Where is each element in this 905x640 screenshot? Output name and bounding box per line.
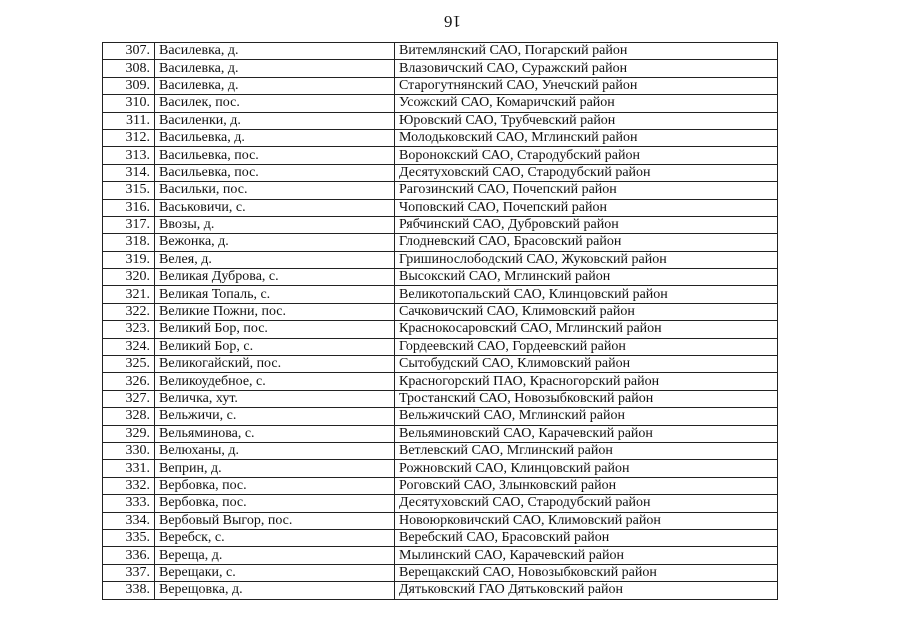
settlement-name: Васьковичи, с.	[155, 199, 395, 216]
row-number: 315.	[103, 182, 155, 199]
table-row	[103, 564, 778, 581]
table-row	[103, 425, 778, 442]
table-row	[103, 112, 778, 129]
settlement-name: Вельжичи, с.	[155, 408, 395, 425]
administrative-unit: Вельжичский САО, Мглинский район	[395, 408, 778, 425]
administrative-unit: Великотопальский САО, Клинцовский район	[395, 286, 778, 303]
row-number: 323.	[103, 321, 155, 338]
table-row	[103, 373, 778, 390]
row-number: 335.	[103, 529, 155, 546]
settlement-name: Веприн, д.	[155, 460, 395, 477]
row-number: 316.	[103, 199, 155, 216]
settlement-name: Васильевка, пос.	[155, 164, 395, 181]
administrative-unit: Высокский САО, Мглинский район	[395, 269, 778, 286]
row-number: 308.	[103, 60, 155, 77]
administrative-unit: Старогутнянский САО, Унечский район	[395, 77, 778, 94]
settlement-name: Васильки, пос.	[155, 182, 395, 199]
administrative-unit: Витемлянский САО, Погарский район	[395, 43, 778, 60]
administrative-unit: Тростанский САО, Новозыбковский район	[395, 390, 778, 407]
row-number: 324.	[103, 338, 155, 355]
row-number: 314.	[103, 164, 155, 181]
row-number: 322.	[103, 303, 155, 320]
table-row	[103, 251, 778, 268]
row-number: 313.	[103, 147, 155, 164]
row-number: 333.	[103, 495, 155, 512]
table-row	[103, 60, 778, 77]
administrative-unit: Ветлевский САО, Мглинский район	[395, 442, 778, 459]
table-row	[103, 43, 778, 60]
settlement-name: Василевка, д.	[155, 43, 395, 60]
administrative-unit: Вельяминовский САО, Карачевский район	[395, 425, 778, 442]
settlement-name: Ввозы, д.	[155, 216, 395, 233]
settlement-name: Василевка, д.	[155, 60, 395, 77]
administrative-unit: Гришинослободский САО, Жуковский район	[395, 251, 778, 268]
row-number: 325.	[103, 356, 155, 373]
administrative-unit: Усожский САО, Комаричский район	[395, 95, 778, 112]
administrative-unit: Рябчинский САО, Дубровский район	[395, 216, 778, 233]
administrative-unit: Юровский САО, Трубчевский район	[395, 112, 778, 129]
settlement-name: Вербовый Выгор, пос.	[155, 512, 395, 529]
row-number: 321.	[103, 286, 155, 303]
settlement-name: Василенки, д.	[155, 112, 395, 129]
row-number: 338.	[103, 582, 155, 599]
settlement-name: Верещовка, д.	[155, 582, 395, 599]
settlement-name: Васильевка, пос.	[155, 147, 395, 164]
settlement-name: Вербовка, пос.	[155, 477, 395, 494]
table-row	[103, 390, 778, 407]
row-number: 310.	[103, 95, 155, 112]
settlement-name: Василек, пос.	[155, 95, 395, 112]
page-number	[0, 11, 905, 31]
administrative-unit: Сытобудский САО, Климовский район	[395, 356, 778, 373]
settlement-name: Великоудебное, с.	[155, 373, 395, 390]
row-number: 328.	[103, 408, 155, 425]
table-row	[103, 216, 778, 233]
settlement-name: Вербовка, пос.	[155, 495, 395, 512]
table-row	[103, 477, 778, 494]
row-number: 329.	[103, 425, 155, 442]
row-number: 327.	[103, 390, 155, 407]
row-number: 307.	[103, 43, 155, 60]
table-row	[103, 147, 778, 164]
settlement-name: Вельяминова, с.	[155, 425, 395, 442]
row-number: 337.	[103, 564, 155, 581]
administrative-unit: Мылинский САО, Карачевский район	[395, 547, 778, 564]
row-number: 330.	[103, 442, 155, 459]
administrative-unit: Молодьковский САО, Мглинский район	[395, 129, 778, 146]
administrative-unit: Дятьковский ГАО Дятьковский район	[395, 582, 778, 599]
table-row	[103, 356, 778, 373]
administrative-unit: Рагозинский САО, Почепский район	[395, 182, 778, 199]
settlement-name: Великий Бор, пос.	[155, 321, 395, 338]
row-number: 312.	[103, 129, 155, 146]
settlement-name: Вежонка, д.	[155, 234, 395, 251]
table-row	[103, 182, 778, 199]
table-row	[103, 442, 778, 459]
table-body	[103, 43, 778, 600]
table-row	[103, 529, 778, 546]
table-row	[103, 408, 778, 425]
settlement-name: Великогайский, пос.	[155, 356, 395, 373]
settlement-name: Велея, д.	[155, 251, 395, 268]
table-row	[103, 303, 778, 320]
row-number: 319.	[103, 251, 155, 268]
row-number: 318.	[103, 234, 155, 251]
administrative-unit: Десятуховский САО, Стародубский район	[395, 164, 778, 181]
settlement-name: Велюханы, д.	[155, 442, 395, 459]
administrative-unit: Веребский САО, Брасовский район	[395, 529, 778, 546]
administrative-unit: Новоюрковичский САО, Климовский район	[395, 512, 778, 529]
table-row	[103, 269, 778, 286]
settlement-name: Великая Топаль, с.	[155, 286, 395, 303]
row-number: 309.	[103, 77, 155, 94]
table-row	[103, 129, 778, 146]
row-number: 334.	[103, 512, 155, 529]
table-row	[103, 199, 778, 216]
administrative-unit: Верещакский САО, Новозыбковский район	[395, 564, 778, 581]
administrative-unit: Десятуховский САО, Стародубский район	[395, 495, 778, 512]
administrative-unit: Влазовичский САО, Суражский район	[395, 60, 778, 77]
table-row	[103, 286, 778, 303]
table-row	[103, 338, 778, 355]
table-row	[103, 95, 778, 112]
table-row	[103, 547, 778, 564]
row-number: 311.	[103, 112, 155, 129]
table-row	[103, 582, 778, 599]
table-row	[103, 77, 778, 94]
administrative-unit: Воронокский САО, Стародубский район	[395, 147, 778, 164]
table-row	[103, 512, 778, 529]
row-number: 332.	[103, 477, 155, 494]
settlement-name: Васильевка, д.	[155, 129, 395, 146]
administrative-unit: Глодневский САО, Брасовский район	[395, 234, 778, 251]
row-number: 320.	[103, 269, 155, 286]
table-row	[103, 321, 778, 338]
page-number-text: 16	[444, 12, 461, 31]
table-row	[103, 495, 778, 512]
administrative-unit: Роговский САО, Злынковский район	[395, 477, 778, 494]
settlement-name: Веребск, с.	[155, 529, 395, 546]
administrative-unit: Краснокосаровский САО, Мглинский район	[395, 321, 778, 338]
table-row	[103, 164, 778, 181]
table-row	[103, 234, 778, 251]
settlement-name: Величка, хут.	[155, 390, 395, 407]
settlement-name: Верещаки, с.	[155, 564, 395, 581]
table-row	[103, 460, 778, 477]
row-number: 326.	[103, 373, 155, 390]
administrative-unit: Рожновский САО, Клинцовский район	[395, 460, 778, 477]
administrative-unit: Сачковичский САО, Климовский район	[395, 303, 778, 320]
row-number: 336.	[103, 547, 155, 564]
row-number: 317.	[103, 216, 155, 233]
row-number: 331.	[103, 460, 155, 477]
settlement-name: Вереща, д.	[155, 547, 395, 564]
settlement-name: Великая Дуброва, с.	[155, 269, 395, 286]
administrative-unit: Гордеевский САО, Гордеевский район	[395, 338, 778, 355]
settlement-name: Великие Пожни, пос.	[155, 303, 395, 320]
settlement-name: Великий Бор, с.	[155, 338, 395, 355]
settlement-name: Василевка, д.	[155, 77, 395, 94]
administrative-unit: Чоповский САО, Почепский район	[395, 199, 778, 216]
settlements-table	[102, 42, 778, 600]
administrative-unit: Красногорский ПАО, Красногорский район	[395, 373, 778, 390]
